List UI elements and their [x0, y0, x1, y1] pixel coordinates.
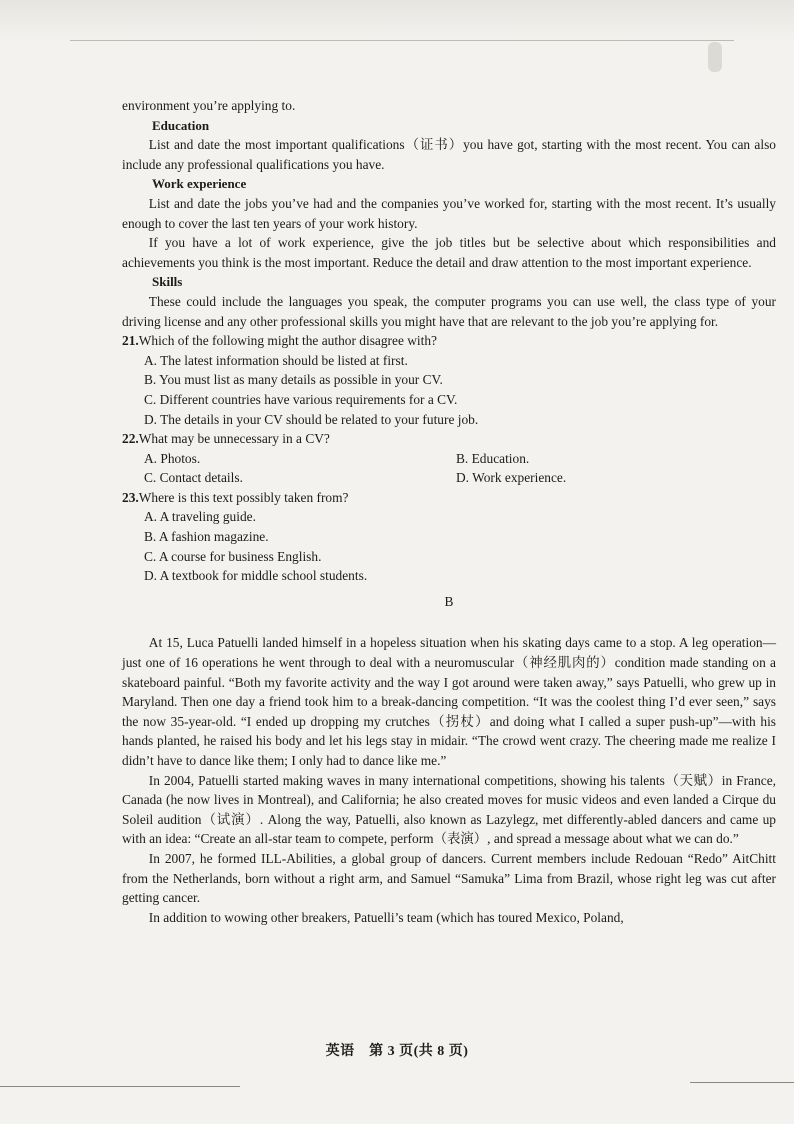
continuation-line: environment you’re applying to. — [122, 98, 296, 113]
passage-b-paragraph-1: At 15, Luca Patuelli landed himself in a hopeless situation when his skating days came to a stop. A leg operation—just one of 16 operations he went through to deal with a neuromuscular（神经肌肉的）condition made standing on a skateboard painful. “Both my favorite activity and the way I got around were taken away,” says Patuelli, who grew up in Maryland. Then one day a friend took him to a break-dancing competition. “It was the coolest thing I’d ever seen,” says the now 35-year-old. “I ended up dropping my crutches（拐杖）and doing what I called a super push-up”—with his hands planted, he raised his body and let his legs stay in midair. “The crowd went crazy. The cheering made me realize I didn’t have to dance like them; I only had to dance like me.” — [122, 635, 776, 768]
scan-smudge — [708, 42, 722, 72]
option-b: B. A fashion magazine. — [144, 529, 269, 545]
option-c: C. Different countries have various requirements for a CV. — [144, 391, 458, 407]
passage-b-paragraph-4: In addition to wowing other breakers, Patuelli’s team (which has toured Mexico, Poland, — [148, 909, 624, 925]
question-number: 22. — [122, 431, 139, 447]
bottom-rule-left — [0, 1086, 240, 1087]
education-text: List and date the most important qualifications（证书）you have got, starting with the most recent. You can also include any professional qualifications you have. — [122, 137, 776, 172]
question-22 — [122, 429, 776, 488]
option-c: C. A course for business English. — [144, 548, 322, 564]
question-21 — [122, 331, 776, 429]
option-b: B. Education. — [456, 450, 530, 466]
option-a: A. The latest information should be listed at first. — [144, 352, 408, 368]
option-d: D. The details in your CV should be related to your future job. — [144, 411, 479, 427]
work-experience-paragraph-1: List and date the jobs you’ve had and the companies you’ve worked for, starting with the most recent. It’s usually enough to cover the last ten years of your work history. — [122, 195, 776, 231]
bottom-rule-right — [690, 1082, 794, 1083]
passage-b-paragraph-2: In 2004, Patuelli started making waves in many international competitions, showing his talents（天赋）in France, Canada (he now lives in Montreal), and California; he also created moves for music videos and even landed a Cirque du Soleil audition（试演）. Along the way, Patuelli, also known as Lazylegz, met differently-abled dancers and came up with an idea: “Create an all-star team to compete, perform（表演）, and spread a message about what we can do.” — [122, 772, 776, 847]
work-experience-heading: Work experience — [152, 176, 247, 192]
question-stem: Where is this text possibly taken from? — [138, 489, 349, 505]
question-number: 21. — [122, 333, 139, 349]
question-23 — [122, 488, 776, 586]
work-experience-paragraph-2: If you have a lot of work experience, give the job titles but be selective about which responsibilities and achievements you think is the most important. Reduce the detail and draw attention to the most important experience. — [122, 235, 776, 270]
page-footer: 英语 第 3 页(共 8 页) — [325, 1044, 469, 1059]
option-c: C. Contact details. — [144, 470, 243, 486]
option-d: D. A textbook for middle school students. — [144, 568, 368, 584]
question-stem: What may be unnecessary in a CV? — [138, 431, 330, 447]
question-number: 23. — [122, 489, 139, 505]
section-b-letter: B — [444, 593, 454, 609]
passage-b-paragraph-3: In 2007, he formed ILL-Abilities, a global group of dancers. Current members include Redouan “Redo” AitChitt from the Netherlands, born without a right arm, and Samuel “Samuka” Lima from Brazil, whose right leg was cut after getting cancer. — [122, 850, 776, 906]
scan-top-edge — [0, 0, 794, 40]
option-d: D. Work experience. — [456, 470, 567, 486]
skills-text: These could include the languages you speak, the computer programs you can use well, the class type of your driving license and any other professional skills you might have that are relevant to the job you’re applying for. — [122, 293, 776, 329]
top-rule — [70, 40, 734, 41]
skills-heading: Skills — [152, 274, 183, 290]
option-a: A. Photos. — [144, 450, 201, 466]
question-stem: Which of the following might the author disagree with? — [138, 333, 437, 349]
option-b: B. You must list as many details as possible in your CV. — [144, 372, 443, 388]
page-content — [122, 96, 776, 927]
education-heading: Education — [152, 117, 210, 133]
option-a: A. A traveling guide. — [144, 509, 256, 525]
